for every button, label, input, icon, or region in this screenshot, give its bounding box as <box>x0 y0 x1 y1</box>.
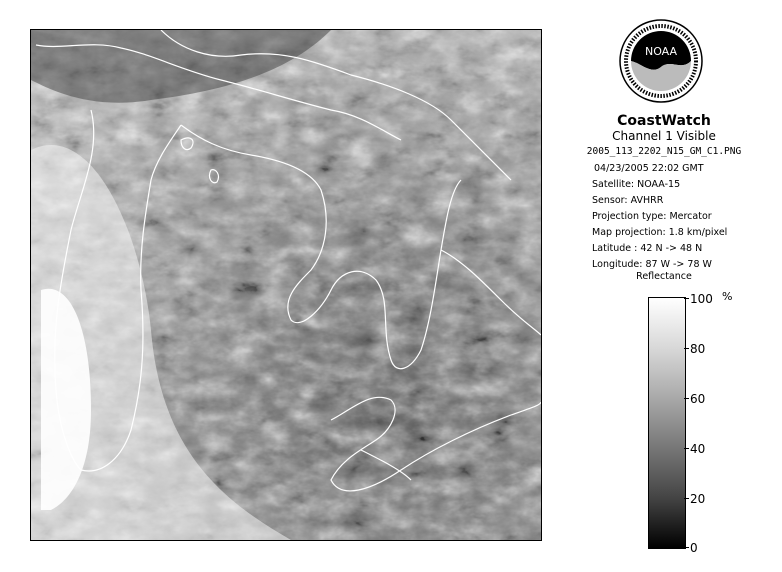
colorbar-tick-label: 100 <box>690 292 713 306</box>
channel-subtitle: Channel 1 Visible <box>612 129 716 143</box>
meta-longitude: Longitude: 87 W -> 78 W <box>592 259 712 270</box>
map-svg <box>31 30 541 540</box>
colorbar-units: % <box>722 290 733 303</box>
colorbar-title: Reflectance <box>636 271 692 282</box>
image-filename: 2005_113_2202_N15_GM_C1.PNG <box>586 146 742 157</box>
colorbar-tick <box>684 398 689 399</box>
product-title: CoastWatch <box>617 113 711 129</box>
meta-sensor: Sensor: AVHRR <box>592 195 664 206</box>
colorbar-tick-label: 80 <box>690 342 706 356</box>
colorbar-tick <box>684 547 689 548</box>
meta-latitude: Latitude : 42 N -> 48 N <box>592 243 703 254</box>
colorbar-tick <box>684 298 689 299</box>
satellite-image-map <box>30 29 542 541</box>
colorbar-tick-label: 20 <box>690 492 706 506</box>
meta-datetime: 04/23/2005 22:02 GMT <box>594 163 704 174</box>
colorbar-tick-label: 60 <box>690 392 706 406</box>
noaa-logo <box>619 19 703 103</box>
colorbar-tick <box>684 448 689 449</box>
colorbar-tick <box>684 348 689 349</box>
noaa-seal-icon <box>619 19 703 103</box>
noaa-logo-text: NOAA <box>644 45 678 58</box>
colorbar-tick-label: 0 <box>690 541 698 555</box>
colorbar-tick-label: 40 <box>690 442 706 456</box>
colorbar-tick <box>684 498 689 499</box>
meta-projection-type: Projection type: Mercator <box>592 211 712 222</box>
meta-satellite: Satellite: NOAA-15 <box>592 179 681 190</box>
meta-map-projection: Map projection: 1.8 km/pixel <box>592 227 728 238</box>
colorbar-scale <box>648 297 686 549</box>
